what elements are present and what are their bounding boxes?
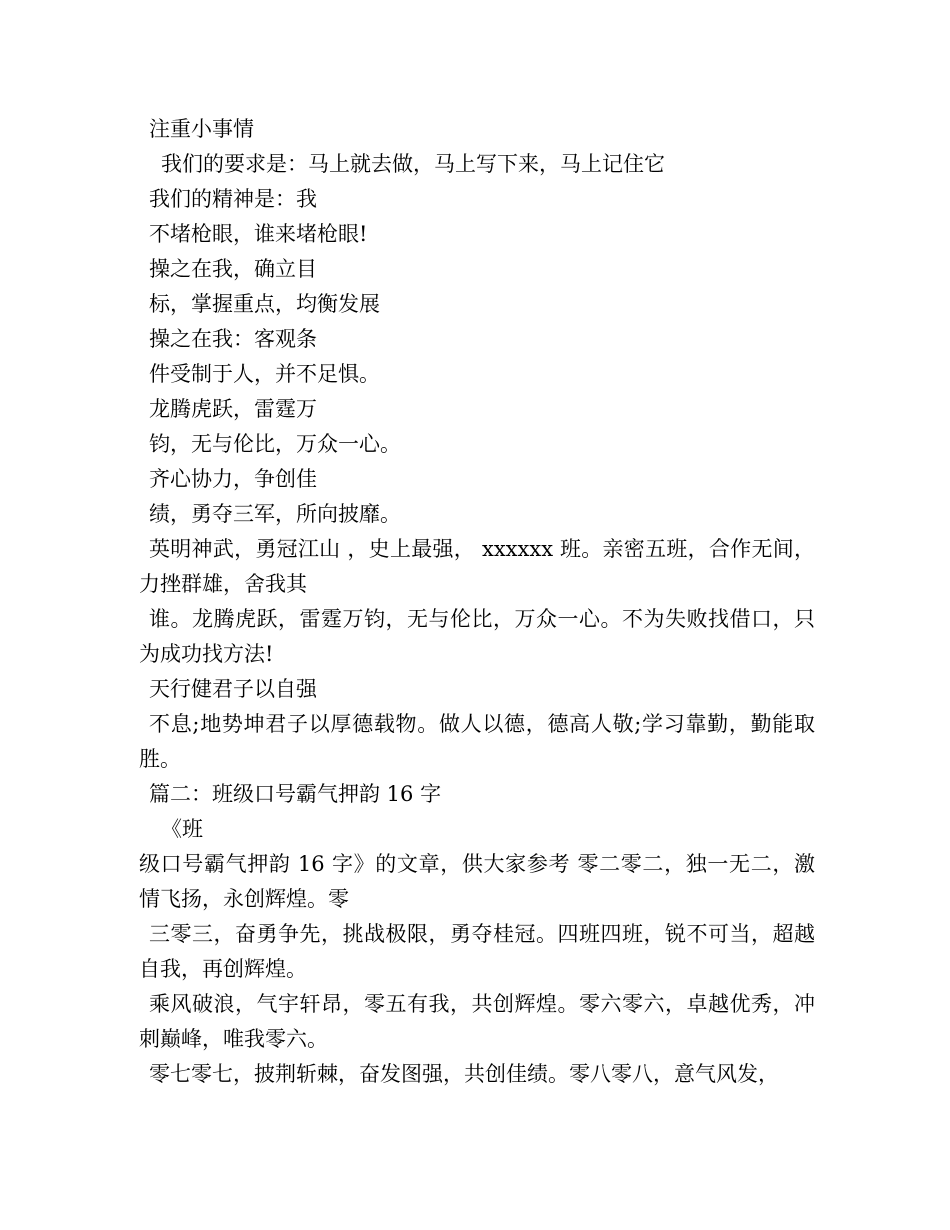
paragraph: 不堵枪眼，谁来堵枪眼! bbox=[149, 222, 368, 246]
paragraph: 不息;地势坤君子以厚德载物。做人以德，德高人敬;学习靠勤，勤能取胜。 bbox=[139, 712, 815, 771]
paragraph: 我们的要求是：马上就去做，马上写下来，马上记住它 bbox=[161, 152, 665, 176]
paragraph: 龙腾虎跃，雷霆万 bbox=[149, 397, 317, 421]
paragraph: 天行健君子以自强 bbox=[149, 677, 317, 701]
paragraph: 英明神武，勇冠江山 ，史上最强， xxxxxx 班。亲密五班，合作无间，力挫群雄，舍我其 bbox=[139, 537, 815, 596]
document-body bbox=[139, 112, 815, 1092]
paragraph: 零七零七，披荆斩棘，奋发图强，共创佳绩。零八零八，意气风发， bbox=[149, 1062, 779, 1086]
paragraph: 《班 bbox=[161, 817, 203, 841]
paragraph: 注重小事情 bbox=[149, 117, 254, 141]
paragraph: 绩，勇夺三军，所向披靡。 bbox=[149, 502, 401, 526]
section-heading: 篇二：班级口号霸气押韵 16 字 bbox=[149, 782, 442, 806]
paragraph: 标，掌握重点，均衡发展 bbox=[149, 292, 380, 316]
paragraph: 级口号霸气押韵 16 字》的文章，供大家参考 零二零二，独一无二，激情飞扬，永创辉煌。零 bbox=[139, 852, 815, 911]
paragraph: 乘风破浪，气宇轩昂，零五有我，共创辉煌。零六零六，卓越优秀，冲刺巅峰，唯我零六。 bbox=[139, 992, 815, 1051]
paragraph: 操之在我，确立目 bbox=[149, 257, 317, 281]
paragraph: 三零三，奋勇争先，挑战极限，勇夺桂冠。四班四班，锐不可当，超越自我，再创辉煌。 bbox=[139, 922, 815, 981]
paragraph: 件受制于人，并不足惧。 bbox=[149, 362, 380, 386]
paragraph: 齐心协力，争创佳 bbox=[149, 467, 317, 491]
paragraph: 我们的精神是：我 bbox=[149, 187, 317, 211]
paragraph: 操之在我：客观条 bbox=[149, 327, 317, 351]
paragraph: 钧，无与伦比，万众一心。 bbox=[149, 432, 401, 456]
paragraph: 谁。龙腾虎跃，雷霆万钧，无与伦比，万众一心。不为失败找借口，只为成功找方法! bbox=[139, 607, 815, 666]
